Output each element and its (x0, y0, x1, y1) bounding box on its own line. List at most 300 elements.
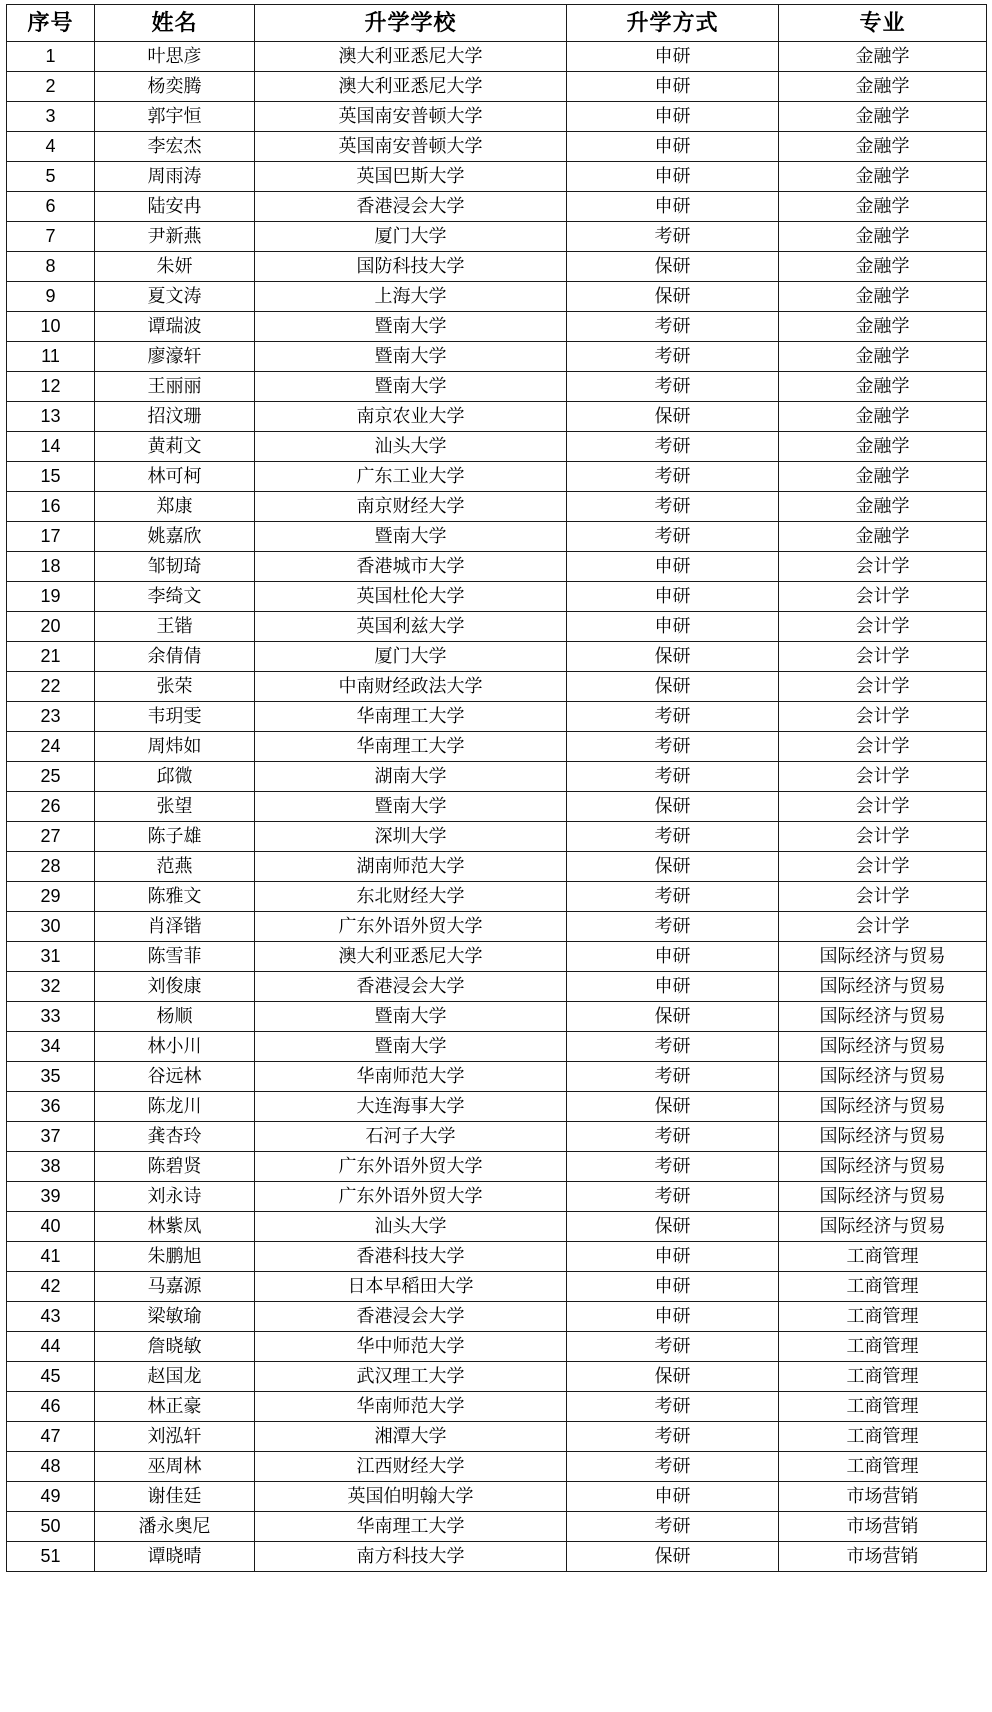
cell-name: 尹新燕 (95, 222, 255, 252)
cell-name: 梁敏瑜 (95, 1302, 255, 1332)
cell-major: 工商管理 (779, 1362, 987, 1392)
cell-school: 香港科技大学 (255, 1242, 567, 1272)
cell-index: 29 (7, 882, 95, 912)
cell-name: 张望 (95, 792, 255, 822)
cell-school: 澳大利亚悉尼大学 (255, 942, 567, 972)
cell-major: 工商管理 (779, 1242, 987, 1272)
cell-school: 厦门大学 (255, 642, 567, 672)
cell-method: 申研 (567, 1302, 779, 1332)
cell-method: 保研 (567, 1362, 779, 1392)
cell-major: 会计学 (779, 822, 987, 852)
table-row (7, 162, 987, 192)
cell-name: 黄莉文 (95, 432, 255, 462)
cell-index: 49 (7, 1482, 95, 1512)
table-row (7, 1302, 987, 1332)
table-row (7, 672, 987, 702)
cell-major: 金融学 (779, 132, 987, 162)
cell-method: 考研 (567, 1152, 779, 1182)
cell-method: 保研 (567, 852, 779, 882)
cell-major: 金融学 (779, 402, 987, 432)
cell-method: 考研 (567, 1062, 779, 1092)
cell-school: 日本早稻田大学 (255, 1272, 567, 1302)
cell-major: 会计学 (779, 672, 987, 702)
cell-major: 工商管理 (779, 1452, 987, 1482)
cell-method: 申研 (567, 192, 779, 222)
cell-school: 上海大学 (255, 282, 567, 312)
cell-major: 国际经济与贸易 (779, 1182, 987, 1212)
cell-method: 考研 (567, 222, 779, 252)
cell-index: 17 (7, 522, 95, 552)
cell-major: 金融学 (779, 162, 987, 192)
cell-name: 周雨涛 (95, 162, 255, 192)
cell-school: 华南理工大学 (255, 702, 567, 732)
table-row (7, 1212, 987, 1242)
cell-method: 考研 (567, 492, 779, 522)
cell-index: 3 (7, 102, 95, 132)
table-row (7, 972, 987, 1002)
table-row (7, 222, 987, 252)
cell-name: 林正豪 (95, 1392, 255, 1422)
table-row (7, 792, 987, 822)
table-row (7, 852, 987, 882)
cell-school: 香港浸会大学 (255, 972, 567, 1002)
table-row (7, 492, 987, 522)
cell-method: 申研 (567, 972, 779, 1002)
cell-index: 45 (7, 1362, 95, 1392)
cell-method: 申研 (567, 102, 779, 132)
cell-name: 廖濠轩 (95, 342, 255, 372)
cell-method: 保研 (567, 252, 779, 282)
cell-school: 英国杜伦大学 (255, 582, 567, 612)
cell-major: 工商管理 (779, 1422, 987, 1452)
table-row (7, 522, 987, 552)
cell-major: 会计学 (779, 702, 987, 732)
table-row (7, 132, 987, 162)
cell-name: 陈龙川 (95, 1092, 255, 1122)
cell-school: 香港城市大学 (255, 552, 567, 582)
cell-major: 工商管理 (779, 1272, 987, 1302)
cell-name: 韦玥雯 (95, 702, 255, 732)
cell-school: 南京财经大学 (255, 492, 567, 522)
cell-school: 澳大利亚悉尼大学 (255, 72, 567, 102)
cell-method: 申研 (567, 132, 779, 162)
cell-school: 广东外语外贸大学 (255, 1182, 567, 1212)
table-row (7, 1332, 987, 1362)
cell-name: 杨顺 (95, 1002, 255, 1032)
cell-school: 国防科技大学 (255, 252, 567, 282)
cell-name: 姚嘉欣 (95, 522, 255, 552)
cell-index: 19 (7, 582, 95, 612)
cell-school: 广东外语外贸大学 (255, 1152, 567, 1182)
cell-name: 詹晓敏 (95, 1332, 255, 1362)
cell-major: 会计学 (779, 582, 987, 612)
table-row (7, 1512, 987, 1542)
cell-method: 考研 (567, 1332, 779, 1362)
cell-method: 保研 (567, 642, 779, 672)
table-row (7, 1392, 987, 1422)
cell-method: 申研 (567, 1242, 779, 1272)
cell-school: 香港浸会大学 (255, 192, 567, 222)
table-row (7, 1122, 987, 1152)
header-cell-name: 姓名 (95, 5, 255, 42)
header-row (7, 5, 987, 42)
cell-index: 13 (7, 402, 95, 432)
cell-school: 汕头大学 (255, 432, 567, 462)
cell-index: 28 (7, 852, 95, 882)
cell-school: 大连海事大学 (255, 1092, 567, 1122)
cell-method: 申研 (567, 72, 779, 102)
cell-name: 谭瑞波 (95, 312, 255, 342)
cell-school: 暨南大学 (255, 312, 567, 342)
cell-index: 12 (7, 372, 95, 402)
cell-index: 47 (7, 1422, 95, 1452)
cell-major: 国际经济与贸易 (779, 942, 987, 972)
cell-name: 李宏杰 (95, 132, 255, 162)
cell-index: 34 (7, 1032, 95, 1062)
cell-index: 9 (7, 282, 95, 312)
cell-school: 华南师范大学 (255, 1392, 567, 1422)
cell-method: 考研 (567, 882, 779, 912)
cell-index: 30 (7, 912, 95, 942)
table-row (7, 1152, 987, 1182)
cell-name: 余倩倩 (95, 642, 255, 672)
cell-index: 15 (7, 462, 95, 492)
cell-method: 申研 (567, 552, 779, 582)
table-row (7, 582, 987, 612)
cell-index: 41 (7, 1242, 95, 1272)
cell-major: 国际经济与贸易 (779, 1212, 987, 1242)
cell-index: 42 (7, 1272, 95, 1302)
cell-major: 国际经济与贸易 (779, 972, 987, 1002)
cell-name: 招汶珊 (95, 402, 255, 432)
cell-name: 周炜如 (95, 732, 255, 762)
table-row (7, 282, 987, 312)
cell-index: 22 (7, 672, 95, 702)
cell-name: 陈雅文 (95, 882, 255, 912)
table-row (7, 102, 987, 132)
cell-major: 金融学 (779, 192, 987, 222)
cell-method: 保研 (567, 282, 779, 312)
cell-school: 英国利兹大学 (255, 612, 567, 642)
cell-major: 国际经济与贸易 (779, 1002, 987, 1032)
cell-major: 金融学 (779, 222, 987, 252)
cell-method: 考研 (567, 1122, 779, 1152)
cell-index: 46 (7, 1392, 95, 1422)
table-row (7, 252, 987, 282)
cell-name: 刘俊康 (95, 972, 255, 1002)
table-row (7, 1542, 987, 1572)
cell-method: 考研 (567, 1392, 779, 1422)
table-row (7, 1062, 987, 1092)
cell-school: 暨南大学 (255, 372, 567, 402)
cell-major: 工商管理 (779, 1332, 987, 1362)
cell-index: 18 (7, 552, 95, 582)
table-row (7, 1182, 987, 1212)
cell-method: 考研 (567, 462, 779, 492)
cell-method: 申研 (567, 942, 779, 972)
cell-name: 林可柯 (95, 462, 255, 492)
table-row (7, 942, 987, 972)
cell-school: 广东工业大学 (255, 462, 567, 492)
cell-name: 刘永诗 (95, 1182, 255, 1212)
cell-school: 湖南师范大学 (255, 852, 567, 882)
cell-name: 谭晓晴 (95, 1542, 255, 1572)
cell-school: 英国南安普顿大学 (255, 102, 567, 132)
cell-major: 金融学 (779, 282, 987, 312)
cell-name: 朱妍 (95, 252, 255, 282)
cell-major: 会计学 (779, 852, 987, 882)
cell-school: 武汉理工大学 (255, 1362, 567, 1392)
cell-index: 37 (7, 1122, 95, 1152)
cell-method: 申研 (567, 42, 779, 72)
cell-index: 5 (7, 162, 95, 192)
cell-index: 35 (7, 1062, 95, 1092)
cell-major: 会计学 (779, 612, 987, 642)
cell-major: 会计学 (779, 762, 987, 792)
cell-name: 潘永奥尼 (95, 1512, 255, 1542)
cell-name: 谢佳廷 (95, 1482, 255, 1512)
cell-school: 暨南大学 (255, 792, 567, 822)
cell-index: 40 (7, 1212, 95, 1242)
cell-name: 龚杏玲 (95, 1122, 255, 1152)
cell-school: 华南师范大学 (255, 1062, 567, 1092)
cell-school: 暨南大学 (255, 1032, 567, 1062)
table-body (7, 42, 987, 1572)
cell-major: 金融学 (779, 492, 987, 522)
cell-method: 保研 (567, 1542, 779, 1572)
cell-school: 华南理工大学 (255, 1512, 567, 1542)
table-row (7, 642, 987, 672)
cell-major: 国际经济与贸易 (779, 1032, 987, 1062)
cell-method: 申研 (567, 1482, 779, 1512)
cell-index: 43 (7, 1302, 95, 1332)
cell-name: 陆安冉 (95, 192, 255, 222)
cell-name: 陈碧贤 (95, 1152, 255, 1182)
cell-method: 保研 (567, 1092, 779, 1122)
cell-major: 会计学 (779, 732, 987, 762)
cell-index: 4 (7, 132, 95, 162)
cell-school: 暨南大学 (255, 342, 567, 372)
cell-index: 1 (7, 42, 95, 72)
cell-major: 金融学 (779, 462, 987, 492)
cell-method: 考研 (567, 1452, 779, 1482)
cell-school: 石河子大学 (255, 1122, 567, 1152)
table-row (7, 822, 987, 852)
cell-name: 范燕 (95, 852, 255, 882)
cell-method: 保研 (567, 1002, 779, 1032)
cell-index: 14 (7, 432, 95, 462)
cell-name: 邱微 (95, 762, 255, 792)
cell-index: 31 (7, 942, 95, 972)
cell-major: 金融学 (779, 522, 987, 552)
cell-index: 2 (7, 72, 95, 102)
cell-method: 考研 (567, 912, 779, 942)
cell-method: 考研 (567, 1512, 779, 1542)
cell-name: 谷远林 (95, 1062, 255, 1092)
cell-major: 金融学 (779, 72, 987, 102)
cell-method: 考研 (567, 1182, 779, 1212)
cell-school: 英国伯明翰大学 (255, 1482, 567, 1512)
cell-major: 国际经济与贸易 (779, 1152, 987, 1182)
cell-index: 23 (7, 702, 95, 732)
cell-name: 邹韧琦 (95, 552, 255, 582)
cell-name: 陈雪菲 (95, 942, 255, 972)
cell-school: 英国南安普顿大学 (255, 132, 567, 162)
cell-name: 王丽丽 (95, 372, 255, 402)
cell-name: 叶思彦 (95, 42, 255, 72)
cell-method: 考研 (567, 1422, 779, 1452)
table-row (7, 42, 987, 72)
table-row (7, 72, 987, 102)
cell-name: 马嘉源 (95, 1272, 255, 1302)
cell-school: 澳大利亚悉尼大学 (255, 42, 567, 72)
cell-name: 林小川 (95, 1032, 255, 1062)
table-row (7, 192, 987, 222)
cell-index: 36 (7, 1092, 95, 1122)
cell-method: 考研 (567, 1032, 779, 1062)
table-row (7, 1422, 987, 1452)
table-row (7, 402, 987, 432)
table-row (7, 1242, 987, 1272)
cell-index: 50 (7, 1512, 95, 1542)
cell-name: 李绮文 (95, 582, 255, 612)
cell-name: 郑康 (95, 492, 255, 522)
cell-major: 金融学 (779, 42, 987, 72)
cell-method: 保研 (567, 792, 779, 822)
cell-major: 会计学 (779, 642, 987, 672)
cell-school: 英国巴斯大学 (255, 162, 567, 192)
cell-index: 21 (7, 642, 95, 672)
cell-major: 市场营销 (779, 1542, 987, 1572)
cell-method: 保研 (567, 1212, 779, 1242)
cell-school: 汕头大学 (255, 1212, 567, 1242)
cell-index: 25 (7, 762, 95, 792)
cell-major: 国际经济与贸易 (779, 1062, 987, 1092)
table-row (7, 1272, 987, 1302)
cell-school: 南京农业大学 (255, 402, 567, 432)
cell-method: 申研 (567, 612, 779, 642)
cell-method: 考研 (567, 732, 779, 762)
cell-name: 杨奕腾 (95, 72, 255, 102)
cell-index: 16 (7, 492, 95, 522)
cell-school: 东北财经大学 (255, 882, 567, 912)
cell-index: 33 (7, 1002, 95, 1032)
cell-school: 深圳大学 (255, 822, 567, 852)
cell-name: 朱鹏旭 (95, 1242, 255, 1272)
table-row (7, 762, 987, 792)
cell-method: 保研 (567, 672, 779, 702)
cell-school: 厦门大学 (255, 222, 567, 252)
cell-school: 湘潭大学 (255, 1422, 567, 1452)
cell-name: 赵国龙 (95, 1362, 255, 1392)
cell-major: 金融学 (779, 102, 987, 132)
cell-method: 保研 (567, 402, 779, 432)
cell-name: 夏文涛 (95, 282, 255, 312)
cell-index: 38 (7, 1152, 95, 1182)
cell-index: 51 (7, 1542, 95, 1572)
cell-index: 10 (7, 312, 95, 342)
cell-major: 会计学 (779, 882, 987, 912)
cell-major: 市场营销 (779, 1482, 987, 1512)
table-row (7, 1362, 987, 1392)
cell-method: 申研 (567, 582, 779, 612)
cell-school: 广东外语外贸大学 (255, 912, 567, 942)
table-row (7, 732, 987, 762)
cell-index: 6 (7, 192, 95, 222)
cell-major: 国际经济与贸易 (779, 1092, 987, 1122)
cell-method: 考研 (567, 342, 779, 372)
cell-name: 郭宇恒 (95, 102, 255, 132)
cell-school: 暨南大学 (255, 522, 567, 552)
cell-index: 26 (7, 792, 95, 822)
cell-index: 39 (7, 1182, 95, 1212)
cell-school: 华南理工大学 (255, 732, 567, 762)
cell-name: 巫周林 (95, 1452, 255, 1482)
cell-school: 湖南大学 (255, 762, 567, 792)
cell-major: 金融学 (779, 252, 987, 282)
table-row (7, 432, 987, 462)
table-row (7, 1032, 987, 1062)
table-row (7, 1482, 987, 1512)
table-row (7, 462, 987, 492)
cell-major: 工商管理 (779, 1392, 987, 1422)
cell-index: 20 (7, 612, 95, 642)
table-row (7, 312, 987, 342)
cell-index: 7 (7, 222, 95, 252)
cell-major: 会计学 (779, 912, 987, 942)
cell-index: 27 (7, 822, 95, 852)
cell-major: 市场营销 (779, 1512, 987, 1542)
cell-school: 华中师范大学 (255, 1332, 567, 1362)
table-row (7, 612, 987, 642)
cell-major: 会计学 (779, 552, 987, 582)
cell-major: 金融学 (779, 372, 987, 402)
cell-school: 香港浸会大学 (255, 1302, 567, 1332)
further-study-table (6, 4, 987, 1572)
cell-method: 申研 (567, 1272, 779, 1302)
table-row (7, 1092, 987, 1122)
cell-index: 8 (7, 252, 95, 282)
cell-method: 考研 (567, 312, 779, 342)
cell-major: 金融学 (779, 432, 987, 462)
cell-method: 申研 (567, 162, 779, 192)
table-row (7, 552, 987, 582)
header-cell-major: 专业 (779, 5, 987, 42)
cell-name: 肖泽锴 (95, 912, 255, 942)
cell-name: 林紫凤 (95, 1212, 255, 1242)
cell-index: 32 (7, 972, 95, 1002)
table-row (7, 912, 987, 942)
cell-method: 考研 (567, 762, 779, 792)
table-header (7, 5, 987, 42)
cell-school: 中南财经政法大学 (255, 672, 567, 702)
cell-name: 陈子雄 (95, 822, 255, 852)
table-row (7, 882, 987, 912)
cell-major: 国际经济与贸易 (779, 1122, 987, 1152)
cell-index: 44 (7, 1332, 95, 1362)
cell-method: 考研 (567, 822, 779, 852)
cell-index: 11 (7, 342, 95, 372)
cell-method: 考研 (567, 432, 779, 462)
cell-school: 暨南大学 (255, 1002, 567, 1032)
table-row (7, 702, 987, 732)
cell-method: 考研 (567, 522, 779, 552)
cell-method: 考研 (567, 702, 779, 732)
cell-index: 24 (7, 732, 95, 762)
cell-method: 考研 (567, 372, 779, 402)
header-cell-method: 升学方式 (567, 5, 779, 42)
table-row (7, 342, 987, 372)
